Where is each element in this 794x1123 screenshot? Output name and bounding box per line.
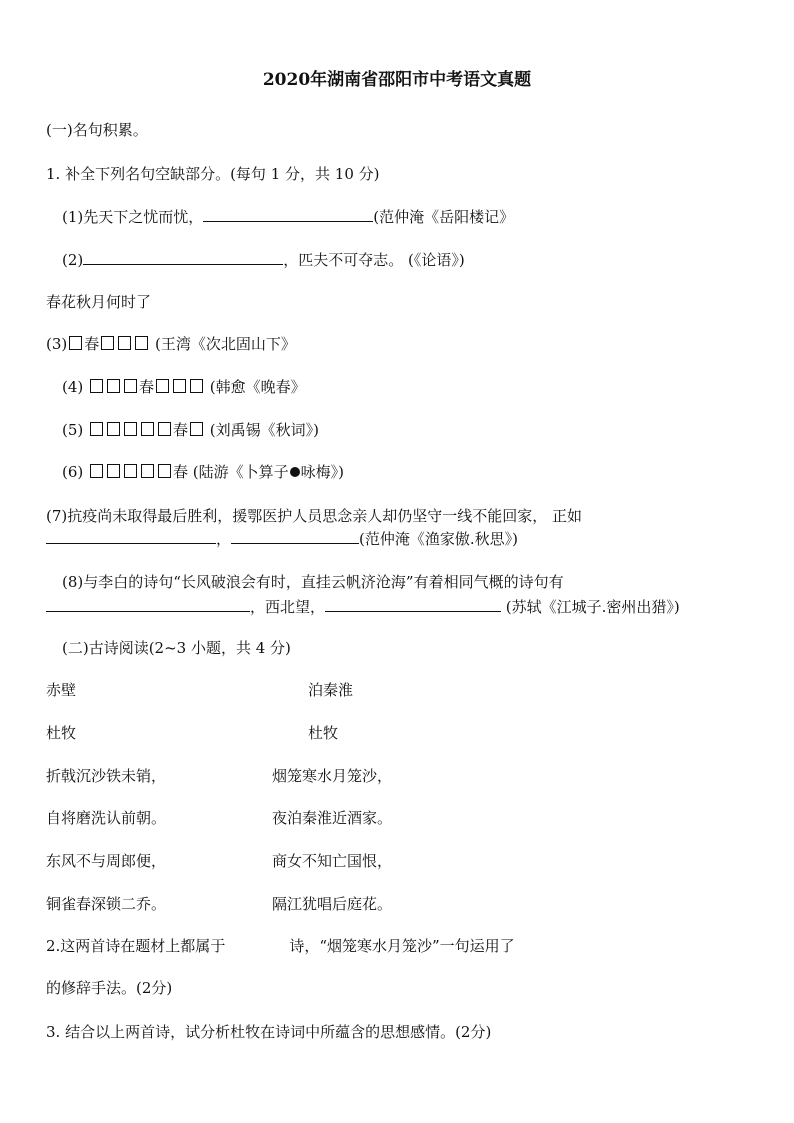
- text: (王湾《次北固山下》: [150, 335, 296, 353]
- poem1-author: 杜牧: [46, 724, 77, 742]
- text: 2.这两首诗在题材上都属于: [46, 937, 226, 955]
- question-1-8-blanks: [46, 596, 680, 617]
- char-box[interactable]: [124, 379, 137, 393]
- text: (2): [62, 251, 84, 269]
- question-1-6: [62, 462, 344, 482]
- answer-blank[interactable]: [46, 596, 250, 612]
- text: (范仲淹《渔家傲.秋思》): [359, 530, 518, 548]
- text: (6): [62, 463, 89, 481]
- text: 春: [173, 463, 189, 481]
- char-box[interactable]: [90, 422, 103, 436]
- char-box[interactable]: [90, 464, 103, 478]
- poem1-line: 折戟沉沙铁未销，: [46, 767, 167, 785]
- answer-blank[interactable]: [83, 249, 283, 265]
- char-box[interactable]: [90, 379, 103, 393]
- char-box[interactable]: [141, 464, 154, 478]
- poem1-line: 自将磨洗认前朝。: [46, 809, 167, 827]
- char-box[interactable]: [118, 336, 131, 350]
- text: ，匹夫不可夺志。 (《论语》): [283, 251, 465, 269]
- text: (1)先天下之忧而忧，: [62, 208, 204, 226]
- char-box[interactable]: [190, 379, 203, 393]
- char-box[interactable]: [107, 379, 120, 393]
- poem1-line: 东风不与周郎便，: [46, 852, 167, 870]
- text: 春: [139, 378, 155, 396]
- poem2-title: 泊秦淮: [308, 681, 354, 699]
- section-heading-2: (二)古诗阅读(2~3 小题，共 4 分): [62, 639, 291, 657]
- text: 春: [173, 421, 189, 439]
- question-2: [46, 936, 515, 956]
- question-2-cont: 的修辞手法。(2分): [46, 979, 173, 997]
- question-1-7: (7)抗疫尚未取得最后胜利，援鄂医护人员思念亲人却仍坚守一线不能回家， 正如: [46, 507, 583, 525]
- question-1-3: [46, 334, 296, 354]
- text: (4): [62, 378, 89, 396]
- question-1-5: [62, 420, 319, 440]
- bullet-dot: [290, 467, 300, 477]
- char-box[interactable]: [101, 336, 114, 350]
- prompt-line: 春花秋月何时了: [46, 293, 152, 311]
- section-heading-1: (一)名句积累。: [46, 121, 148, 139]
- question-1-8: (8)与李白的诗句“长风破浪会有时，直挂云帆济沧海”有着相同气概的诗句有: [62, 573, 564, 591]
- char-box[interactable]: [156, 379, 169, 393]
- text: 咏梅》): [300, 463, 345, 481]
- char-box[interactable]: [173, 379, 186, 393]
- poem2-author: 杜牧: [308, 724, 339, 742]
- text: (3): [46, 335, 68, 353]
- char-box[interactable]: [141, 422, 154, 436]
- text: ，: [216, 530, 232, 548]
- answer-blank[interactable]: [325, 596, 501, 612]
- char-box[interactable]: [158, 464, 171, 478]
- question-3: 3. 结合以上两首诗，试分析杜牧在诗词中所蕴含的思想感情。(2分): [46, 1023, 492, 1041]
- poem2-line: 烟笼寒水月笼沙，: [272, 767, 393, 785]
- question-1-2: [62, 249, 465, 270]
- poem2-line: 商女不知亡国恨，: [272, 852, 393, 870]
- text: (范仲淹《岳阳楼记》: [373, 208, 515, 226]
- text: (苏轼《江城子.密州出猎》): [501, 598, 680, 616]
- text: 春: [84, 335, 100, 353]
- char-box[interactable]: [69, 336, 82, 350]
- question-1-4: [62, 377, 306, 397]
- poem1-title: 赤壁: [46, 681, 77, 699]
- text: (陆游《卜算子: [188, 463, 289, 481]
- poem1-line: 铜雀春深锁二乔。: [46, 895, 167, 913]
- char-box[interactable]: [190, 422, 203, 436]
- text: (刘禹锡《秋词》): [205, 421, 320, 439]
- char-box[interactable]: [124, 464, 137, 478]
- question-1-1: [62, 206, 514, 227]
- text: (5): [62, 421, 89, 439]
- text: ，西北望，: [250, 598, 326, 616]
- page-title: 2020年湖南省邵阳市中考语文真题: [262, 70, 532, 90]
- char-box[interactable]: [107, 422, 120, 436]
- poem2-line: 隔江犹唱后庭花。: [272, 895, 393, 913]
- answer-blank[interactable]: [203, 206, 373, 222]
- answer-blank[interactable]: [46, 528, 216, 544]
- question-1: 1. 补全下列名句空缺部分。(每句 1 分，共 10 分): [46, 165, 380, 183]
- poem2-line: 夜泊秦淮近酒家。: [272, 809, 393, 827]
- answer-blank[interactable]: [231, 528, 359, 544]
- text: (韩愈《晚春》: [205, 378, 306, 396]
- char-box[interactable]: [124, 422, 137, 436]
- question-1-7-blanks: [46, 528, 518, 549]
- char-box[interactable]: [135, 336, 148, 350]
- text: 诗，“烟笼寒水月笼沙”一句运用了: [289, 937, 515, 955]
- char-box[interactable]: [158, 422, 171, 436]
- char-box[interactable]: [107, 464, 120, 478]
